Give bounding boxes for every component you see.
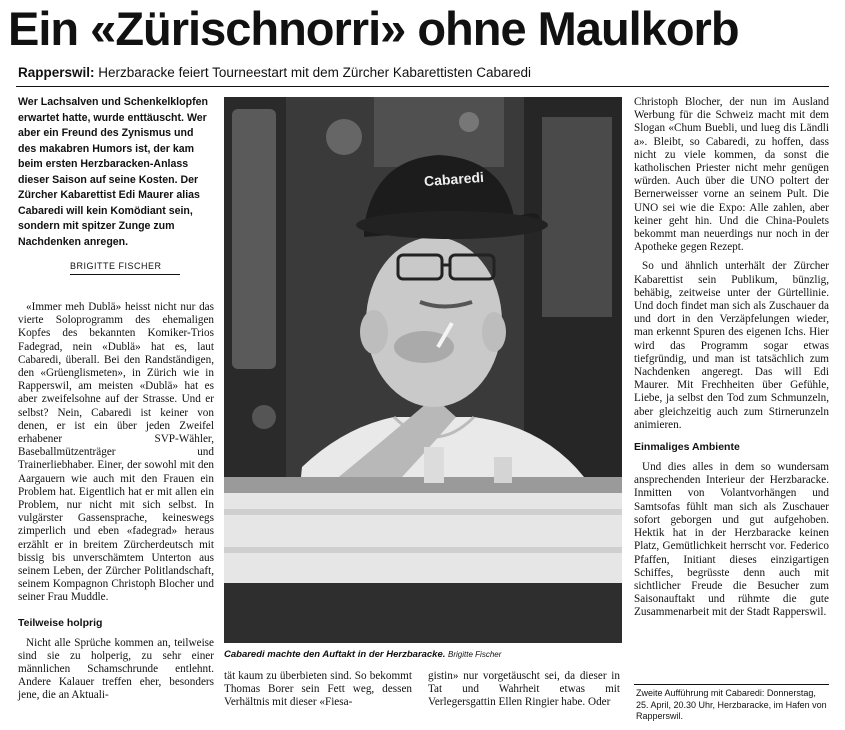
column-2-bottom: [224, 670, 412, 710]
photo-caption-text: Cabaredi machte den Auftakt in der Herzbaracke.: [224, 649, 446, 660]
subhead-text: Herzbaracke feiert Tourneestart mit dem Zürcher Kabarettisten Cabaredi: [94, 65, 531, 80]
article-subhead: [18, 64, 838, 82]
footnote-rule: [634, 684, 829, 685]
article-headline: Ein «Zürischnorri» ohne Maulkorb: [8, 2, 739, 55]
section-heading-teilweise-holprig: Teilweise holprig: [18, 616, 103, 629]
column-3-bottom: [428, 670, 620, 710]
article-body-col4-p1: Christoph Blocher, der nun im Ausland Werbung für die Schweiz macht mit dem Slogan «Chum Buebli, und lueg dis Ländli a». Bleibt, so Cabaredi, zu hoffen, dass nicht zu viele kommen, da sonst die katholischen Priester nicht mehr genügen würden. Auch über die UNO poltert der Bernerweisser vorne an seinem Pult. Die UNO sei wie die Expo: Alle zahlen, aber keiner geht hin. Und die China-Poulets bekommt man neuerdings nur noch in der Apotheke gegen Rezept.: [634, 96, 829, 254]
dateline-place: Rapperswil:: [18, 65, 95, 80]
article-body-intro: «Immer meh Dublä» heisst nicht nur das vierte Soloprogramm des ehemaligen Kopfes des bekannten Komiker-Trios Fadegrad, nein «Dublä» hat es, laut Cabaredi, überall. Bei den Randständigen, den «Grüenglismeten», in Zürich wie in Rapperswil, am meisten «Dublä» hat es aber zweifelsohne auf der Strasse. Und er selbst? Nein, Cabaredi ist keiner von denen, er ist ein über jeden Zweifel erhabener SVP-Wähler, Baseballmützenträger und Trainerliebhaber. Einer, der sowohl mit den Aargauern wie auch mit den Frauen ein Problem hat. Eigentlich hat er mit allen ein Problem, nur nicht mit sich selbst. In vulgärster Gassensprache, keineswegs zimperlich und eben «fadegrad» heraus erzählt er in breitem Zürcherdeutsch mit bissig bis unverschämtem Unterton aus seinem Leben, der Zürcher Politlandschaft, seinem Kompagnon Christoph Blocher und seiner Frau Muddle.: [18, 301, 214, 604]
article-lead: Wer Lachsalven und Schenkelklopfen erwartet hatte, wurde enttäuscht. Wer aber ein Freund des Zynismus und des makabren Humors ist, der kam beim ersten Herzbaracken-Anlass dieser Saison auf seine Kosten. Der Zürcher Kabarettist Edi Maurer alias Cabaredi will kein Komödiant sein, sondern mit spitzer Zunge zum Nachdenken anregen.: [18, 96, 208, 248]
article-body-col3: gistin» nur vorgetäuscht sei, da dieser in Tat und Wahrheit etwas mit Verlegersgattin Ellen Ringier habe. Oder: [428, 670, 620, 709]
section-heading-einmaliges-ambiente: Einmaliges Ambiente: [634, 441, 740, 454]
photo-caption: [224, 648, 501, 661]
article-body-col2: tät kaum zu überbieten sind. So bekommt Thomas Borer sein Fett weg, dessen Verhältnis mit dieser «Fiesa-: [224, 670, 412, 709]
article-body-holprig: Nicht alle Sprüche kommen an, teilweise sind sie zu holperig, zu sehr einer männlichen Schamschrunde entlehnt. Andere Kalauer treffen eher, besonders jene, die an Aktuali-: [18, 636, 214, 702]
column-4: [634, 96, 829, 620]
performance-footnote: Zweite Aufführung mit Cabaredi: Donnerstag, 25. April, 20.30 Uhr, Herzbaracke, im Hafen von Rapperswil.: [636, 688, 827, 721]
header-rule: [16, 86, 829, 87]
article-body-col4-p3: Und dies alles in dem so wundersam ansprechenden Interieur der Herzbaracke. Inmitten von Volantvorhängen und Samtsofas fühlt man sich als Zuschauer sofort geborgen und gut aufgehoben. Hektik hat in der Herzbaracke keinen Platz, Gemütlichkeit herrscht vor. Federico Pfaffen, Initiant dieses einzigartigen Schiffes, begrüsste denn auch mit sichtlicher Freude die Besucher zum Saisonauftakt und rühmte die gute Zusammenarbeit mit der Stadt Rapperswil.: [634, 461, 829, 619]
article-body-col4-p2: So und ähnlich unterhält der Zürcher Kabarettist sein Publikum, bünzlig, behäbig, zeitweise unter der Gürtellinie. Und doch findet man sich als Zuschauer da und dort in den Verzäpfelungen wieder, man erkennt Spuren des eigenen Ichs. Hier wird das Programm sogar etwas tiefgründig, und man ist tatsächlich zum Nachdenken angeregt. Das will Edi Maurer. Mit Frechheiten über Gefühle, Liebe, ja selbst den Tod zum Schmunzeln, aber gleichzeitig auch zum Stirnerunzeln animieren.: [634, 260, 829, 431]
photo-credit: Brigitte Fischer: [448, 650, 502, 659]
column-1: [18, 95, 214, 703]
byline: BRIGITTE FISCHER: [70, 260, 180, 275]
cabaredi-photo: [224, 97, 622, 643]
cap-lettering: Cabaredi: [423, 168, 485, 190]
